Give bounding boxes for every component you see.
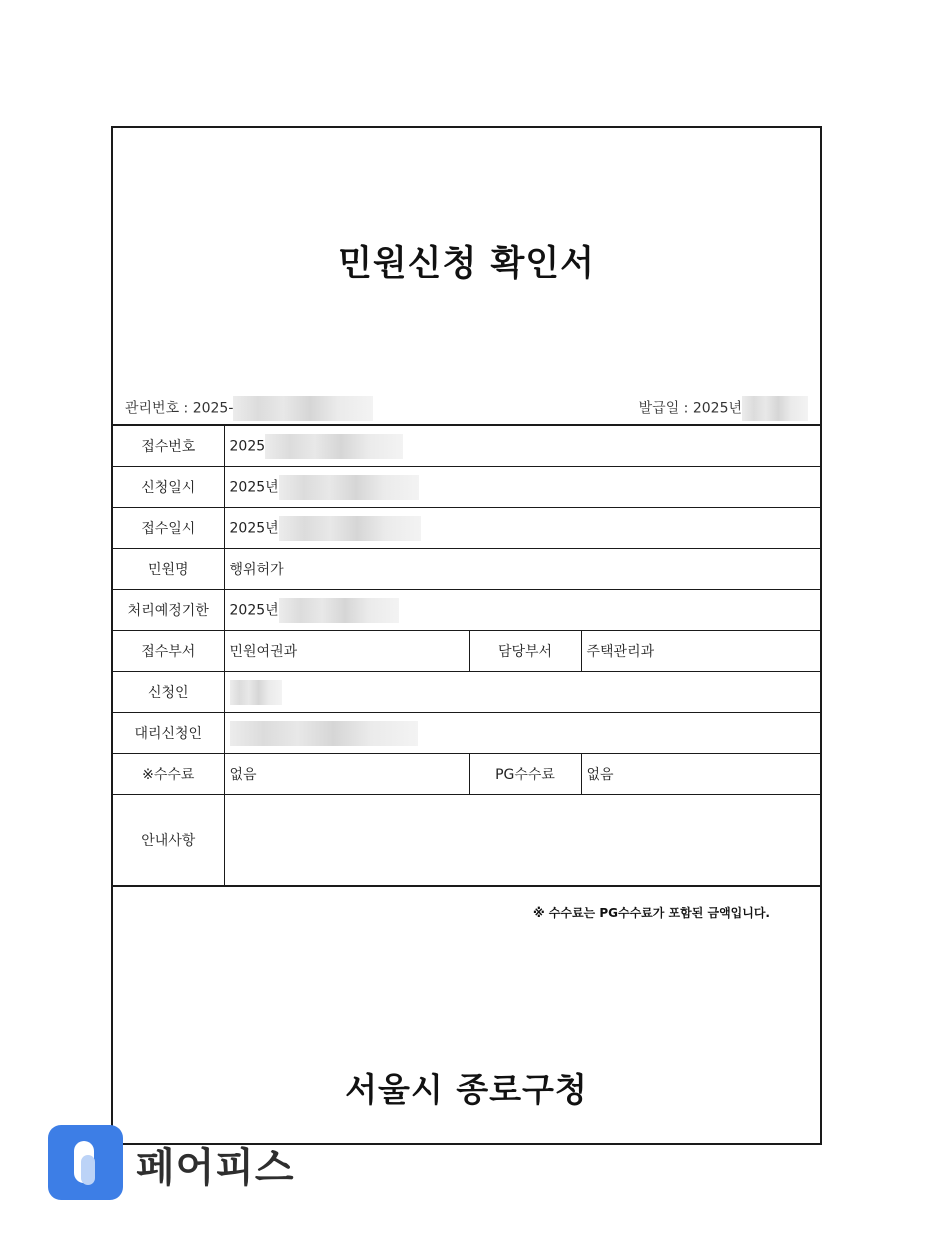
redacted-value	[279, 598, 399, 623]
deadline-label: 처리예정기한	[113, 590, 224, 631]
table-row	[113, 508, 820, 549]
table-row	[113, 467, 820, 508]
application-datetime-value: 2025년	[224, 467, 820, 508]
receiving-dept-value: 민원여권과	[224, 631, 469, 672]
receipt-datetime-label: 접수일시	[113, 508, 224, 549]
redacted-management-number	[233, 396, 373, 421]
table-row	[113, 672, 820, 713]
table-row	[113, 549, 820, 590]
deadline-value: 2025년	[224, 590, 820, 631]
management-number	[125, 396, 373, 421]
redacted-value	[265, 434, 403, 459]
feerpiece-logo-icon	[48, 1125, 123, 1200]
management-number-label: 관리번호 : 2025-	[125, 400, 234, 417]
agent-applicant-label: 대리신청인	[113, 713, 224, 754]
pg-fee-label: PG수수료	[469, 754, 581, 795]
applicant-value	[224, 672, 820, 713]
fee-value: 없음	[224, 754, 469, 795]
table-row	[113, 795, 820, 887]
redacted-value	[230, 721, 418, 746]
redacted-issue-date	[742, 396, 808, 421]
certificate-document	[111, 126, 822, 1145]
notice-label: 안내사항	[113, 795, 224, 887]
application-table	[113, 424, 820, 887]
application-datetime-label: 신청일시	[113, 467, 224, 508]
watermark-text: 페어피스	[136, 1145, 295, 1191]
issuer-name: 서울시 종로구청	[345, 1070, 588, 1109]
table-row	[113, 590, 820, 631]
redacted-value	[279, 475, 419, 500]
fee-note: ※ 수수료는 PG수수료가 포함된 금액입니다.	[532, 906, 770, 920]
table-row	[113, 713, 820, 754]
document-title: 민원신청 확인서	[338, 244, 595, 284]
applicant-label: 신청인	[113, 672, 224, 713]
issue-date	[639, 396, 808, 421]
petition-name-value: 행위허가	[224, 549, 820, 590]
table-row	[113, 631, 820, 672]
redacted-value	[279, 516, 421, 541]
fee-label: ※수수료	[113, 754, 224, 795]
responsible-dept-value: 주택관리과	[581, 631, 820, 672]
redacted-value	[230, 680, 282, 705]
receipt-datetime-value: 2025년	[224, 508, 820, 549]
receipt-no-label: 접수번호	[113, 425, 224, 467]
receiving-dept-label: 접수부서	[113, 631, 224, 672]
issue-date-label: 발급일 : 2025년	[638, 400, 742, 417]
responsible-dept-label: 담당부서	[469, 631, 581, 672]
table-row	[113, 425, 820, 467]
pg-fee-value: 없음	[581, 754, 820, 795]
petition-name-label: 민원명	[113, 549, 224, 590]
receipt-no-value: 2025	[224, 425, 820, 467]
table-row	[113, 754, 820, 795]
notice-value	[224, 795, 820, 887]
agent-applicant-value	[224, 713, 820, 754]
